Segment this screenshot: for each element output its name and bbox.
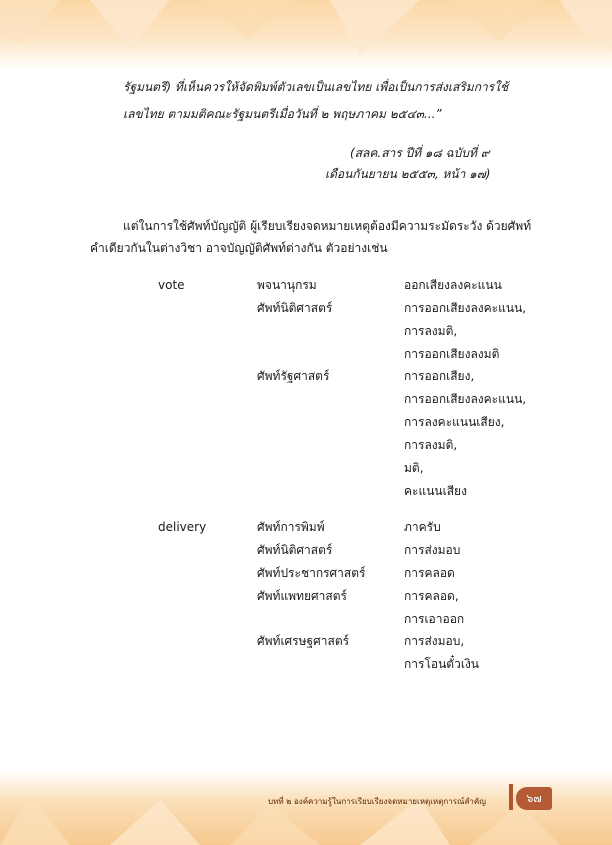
term-vote: vote [158,278,185,292]
header-ornament [0,0,612,70]
vote-meaning: การออกเสียงลงมติ [404,347,500,361]
vote-meaning: การลงมติ, [404,324,458,338]
delivery-meaning: การเอาออก [404,612,465,626]
footer-divider [509,784,513,810]
chapter-caption: บทที่ ๒ องค์ความรู้ในการเรียบเรียงจดหมายเหตุเหตุการณ์สำคัญ [268,797,486,806]
delivery-meaning: การส่งมอบ [404,543,461,557]
delivery-source-economics: ศัพท์เศรษฐศาสตร์ [257,634,350,648]
delivery-source-law: ศัพท์นิติศาสตร์ [257,543,333,557]
vote-source-dictionary: พจนานุกรม [257,278,317,292]
page-number: ๖๗ [516,787,552,810]
delivery-meaning: การโอนตั๋วเงิน [404,657,479,671]
vote-meaning: การออกเสียง, [404,369,475,383]
vote-source-politics: ศัพท์รัฐศาสตร์ [257,369,330,383]
delivery-meaning: การคลอด [404,566,455,580]
citation-line-1: (สลค.สาร ปีที่ ๑๘ ฉบับที่ ๙ [350,146,490,160]
term-delivery: delivery [158,520,207,534]
delivery-meaning: การส่งมอบ, [404,634,465,648]
quote-line-2: เลขไทย ตามมติคณะรัฐมนตรีเมื่อวันที่ ๒ พฤษภาคม ๒๕๔๓...” [123,107,442,121]
vote-meaning: มติ, [404,461,424,475]
paragraph-line-1: แต่ในการใช้ศัพท์บัญญัติ ผู้เรียบเรียงจดหมายเหตุต้องมีความระมัดระวัง ด้วยศัพท์ [123,219,532,233]
quote-line-1: รัฐมนตรี) ที่เห็นควรให้จัดพิมพ์ตัวเลขเป็นเลขไทย เพื่อเป็นการส่งเสริมการใช้ [123,80,509,94]
vote-meaning: การออกเสียงลงคะแนน, [404,301,527,315]
vote-meaning: การลงมติ, [404,438,458,452]
vote-source-law: ศัพท์นิติศาสตร์ [257,301,333,315]
vote-meaning: คะแนนเสียง [404,484,467,498]
delivery-source-medicine: ศัพท์แพทยศาสตร์ [257,589,347,603]
delivery-source-printing: ศัพท์การพิมพ์ [257,520,325,534]
delivery-meaning: ภาครับ [404,520,441,534]
header-band [0,0,612,70]
vote-meaning: การออกเสียงลงคะแนน, [404,392,527,406]
citation-line-2: เดือนกันยายน ๒๕๕๓, หน้า ๑๗) [325,167,491,181]
delivery-meaning: การคลอด, [404,589,459,603]
vote-meaning: ออกเสียงลงคะแนน [404,278,502,292]
paragraph-line-2: คำเดียวกันในต่างวิชา อาจบัญญัติศัพท์ต่างกัน ตัวอย่างเช่น [90,241,388,255]
vote-meaning: การลงคะแนนเสียง, [404,415,505,429]
delivery-source-demography: ศัพท์ประชากรศาสตร์ [257,566,366,580]
